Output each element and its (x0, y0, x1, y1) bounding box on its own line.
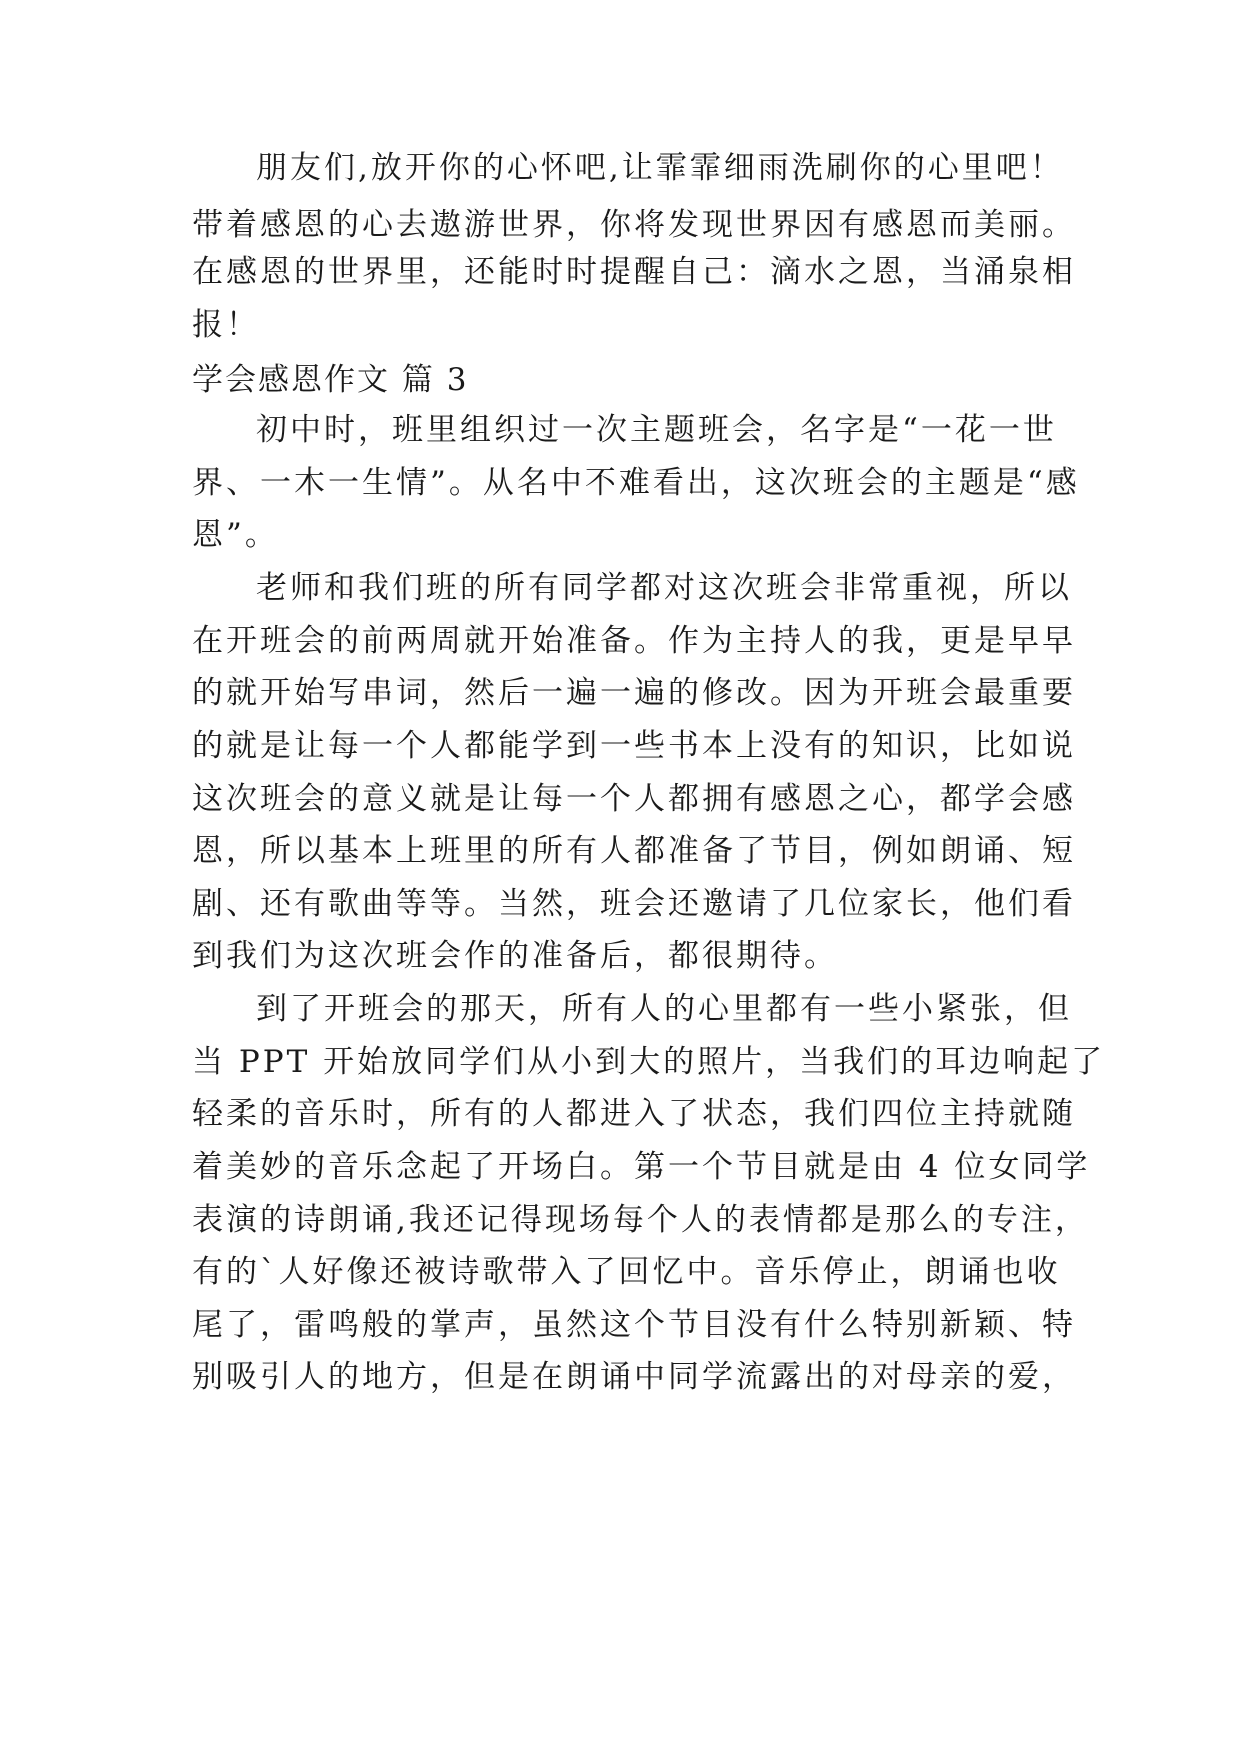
text-line: 恩，所以基本上班里的所有人都准备了节目，例如朗诵、短 (192, 833, 1076, 869)
text-line: 在开班会的前两周就开始准备。作为主持人的我，更是早早 (192, 623, 1076, 659)
text-line: 朋友们,放开你的心怀吧,让霏霏细雨洗刷你的心里吧！ (256, 150, 1064, 186)
text-line: 老师和我们班的所有同学都对这次班会非常重视，所以 (256, 570, 1072, 606)
text-line: 的就是让每一个人都能学到一些书本上没有的知识，比如说 (192, 728, 1076, 764)
text-line: 初中时，班里组织过一次主题班会，名字是“一花一世 (256, 412, 1057, 448)
text-line: 剧、还有歌曲等等。当然，班会还邀请了几位家长，他们看 (192, 886, 1076, 922)
text-line: 别吸引人的地方，但是在朗诵中同学流露出的对母亲的爱， (192, 1359, 1076, 1395)
text-line: 在感恩的世界里，还能时时提醒自己：滴水之恩，当涌泉相 (192, 254, 1076, 290)
section-heading: 学会感恩作文 篇 3 (192, 362, 469, 398)
text-line: 界、一木一生情”。从名中不难看出，这次班会的主题是“感 (192, 465, 1080, 501)
text-line: 表演的诗朗诵,我还记得现场每个人的表情都是那么的专注， (192, 1202, 1089, 1238)
text-line: 到了开班会的那天，所有人的心里都有一些小紧张，但 (256, 991, 1072, 1027)
text-line: 有的`人好像还被诗歌带入了回忆中。音乐停止，朗诵也收 (192, 1254, 1061, 1290)
text-line: 恩”。 (192, 517, 279, 553)
text-line: 轻柔的音乐时，所有的人都进入了状态，我们四位主持就随 (192, 1096, 1076, 1132)
text-line: 尾了，雷鸣般的掌声，虽然这个节目没有什么特别新颖、特 (192, 1307, 1076, 1343)
text-line: 报！ (192, 307, 260, 343)
text-line: 当 PPT 开始放同学们从小到大的照片，当我们的耳边响起了 (192, 1044, 1106, 1080)
text-line: 着美妙的音乐念起了开场白。第一个节目就是由 4 位女同学 (192, 1149, 1091, 1185)
text-line: 这次班会的意义就是让每一个人都拥有感恩之心，都学会感 (192, 781, 1076, 817)
text-line: 的就开始写串词，然后一遍一遍的修改。因为开班会最重要 (192, 675, 1076, 711)
text-line: 到我们为这次班会作的准备后，都很期待。 (192, 938, 838, 974)
text-line: 带着感恩的心去遨游世界，你将发现世界因有感恩而美丽。 (192, 207, 1076, 243)
